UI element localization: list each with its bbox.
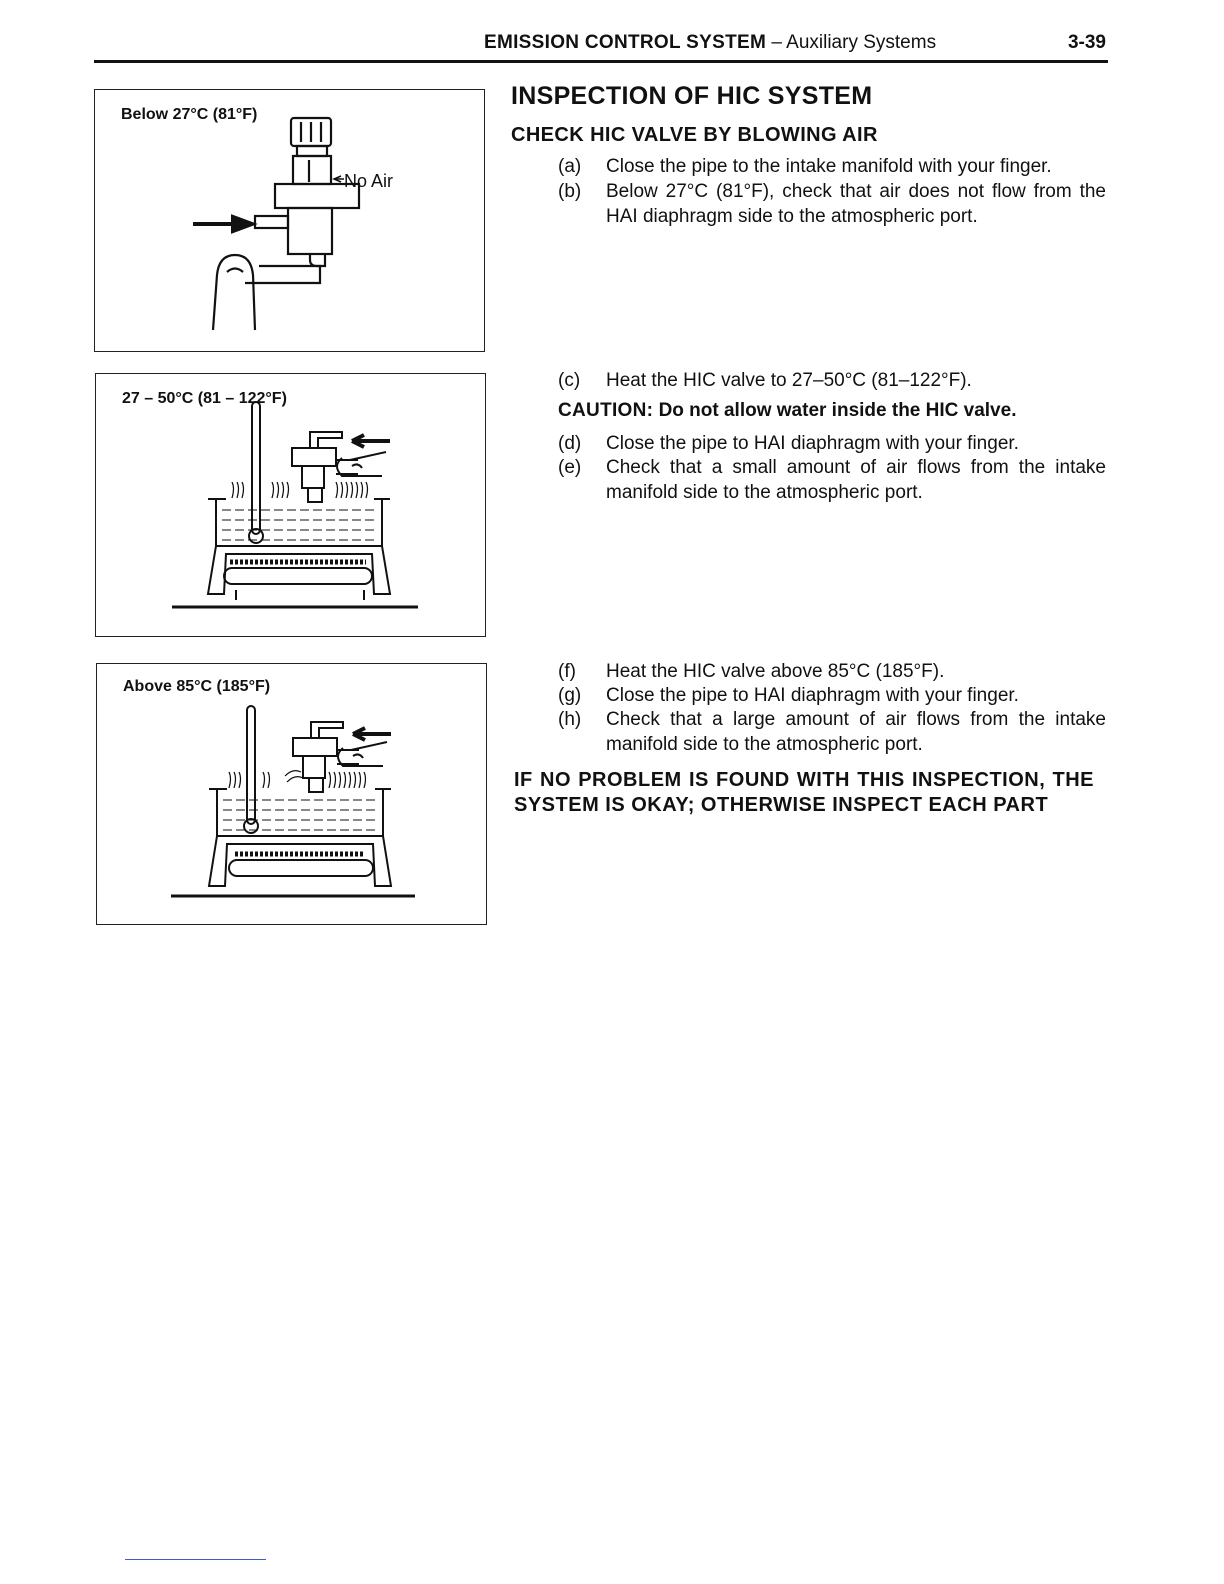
boiling-bath-illustration: [97, 664, 486, 924]
step-label: (g): [558, 685, 582, 706]
no-air-label: No Air: [344, 171, 394, 191]
figure-below-27c: [94, 89, 485, 352]
step-text: Close the pipe to HAI diaphragm with your finger.: [606, 433, 1019, 454]
caution-text: Do not allow water inside the HIC valve.: [658, 400, 1017, 421]
section-title: [484, 32, 936, 54]
step-label: (d): [558, 433, 582, 454]
page-number: 3-39: [1067, 32, 1106, 53]
water-bath-illustration: [96, 374, 485, 636]
step-text: Close the pipe to HAI diaphragm with your finger.: [606, 685, 1019, 706]
step-b: [558, 179, 1106, 229]
step-text: Heat the HIC valve above 85°C (185°F).: [606, 661, 945, 682]
step-a: [558, 154, 1106, 179]
step-label: (e): [558, 457, 582, 478]
step-text: Check that a small amount of air flows from the intake manifold side to the atmospheric port.: [606, 457, 1106, 503]
page-title: INSPECTION OF HIC SYSTEM: [511, 82, 873, 110]
valve-illustration: [95, 90, 484, 351]
step-text: Check that a large amount of air flows from the intake manifold side to the atmospheric port.: [606, 709, 1106, 755]
step-label: (c): [558, 370, 581, 391]
section-title-bold: EMISSION CONTROL SYSTEM: [484, 32, 767, 53]
step-text: Close the pipe to the intake manifold with your finger.: [606, 156, 1052, 177]
footer-link-underline: [125, 1559, 266, 1560]
step-label: (a): [558, 156, 582, 177]
figure-caption: Below 27°C (81°F): [121, 106, 258, 123]
caution-note: [558, 398, 1016, 423]
step-label: (f): [558, 661, 576, 682]
caution-label: CAUTION:: [558, 400, 654, 421]
figure-27-50c: [95, 373, 486, 637]
section-title-rest: – Auxiliary Systems: [766, 32, 937, 53]
figure-caption: 27 – 50°C (81 – 122°F): [122, 390, 287, 407]
page-header: [94, 30, 1108, 63]
step-text: Below 27°C (81°F), check that air does not flow from the HAI diaphragm side to the atmospheric port.: [606, 181, 1106, 227]
figure-above-85c: [96, 663, 487, 925]
step-c: [558, 368, 1106, 393]
step-g: [558, 683, 1106, 708]
conclusion-text: IF NO PROBLEM IS FOUND WITH THIS INSPECTION, THE SYSTEM IS OKAY; OTHERWISE INSPECT EACH PART: [514, 769, 1094, 816]
step-label: (h): [558, 709, 582, 730]
step-d: [558, 431, 1106, 456]
step-e: [558, 455, 1106, 505]
section-subtitle: CHECK HIC VALVE BY BLOWING AIR: [511, 124, 878, 146]
figure-caption: Above 85°C (185°F): [123, 678, 271, 695]
step-label: (b): [558, 181, 582, 202]
step-f: [558, 659, 1106, 684]
step-h: [558, 707, 1106, 757]
step-text: Heat the HIC valve to 27–50°C (81–122°F).: [606, 370, 972, 391]
